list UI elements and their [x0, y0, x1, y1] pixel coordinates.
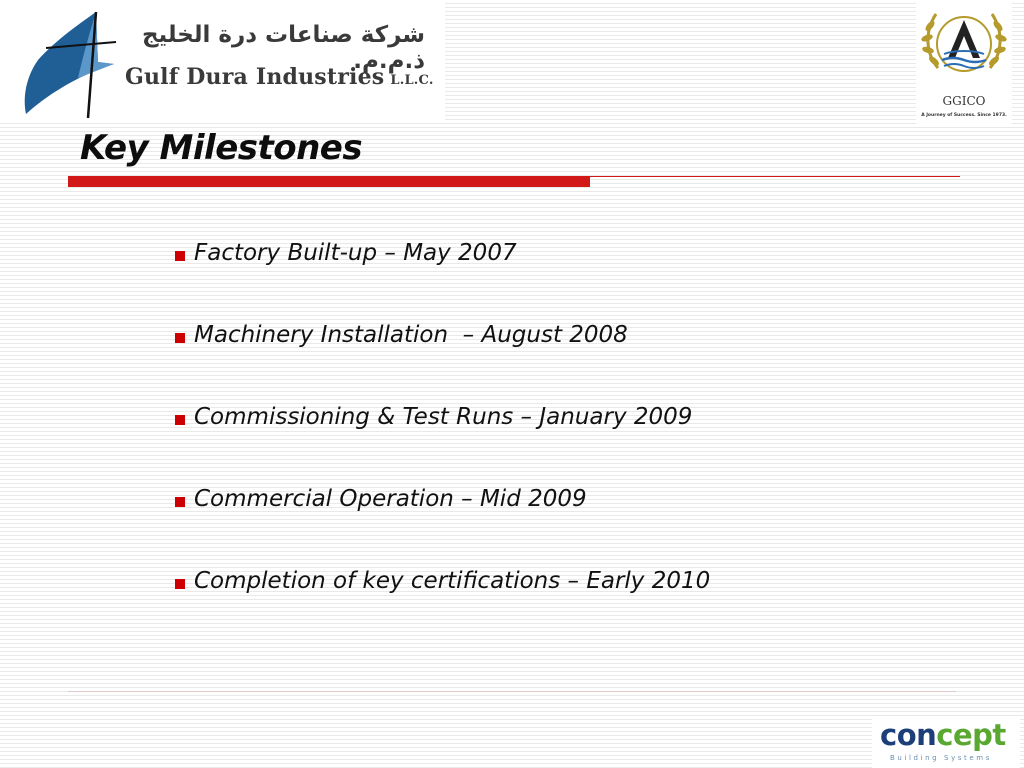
square-bullet-icon — [175, 415, 185, 425]
company-english-name — [125, 64, 434, 90]
milestone-item — [175, 240, 710, 322]
milestone-item — [175, 404, 710, 486]
footer-divider — [68, 691, 956, 692]
company-suffix: L.L.C. — [390, 73, 434, 88]
company-name-text: Gulf Dura Industries — [125, 64, 385, 90]
title-underline-bar — [68, 176, 590, 187]
gulf-dura-logo — [0, 0, 445, 122]
milestone-text: Commercial Operation – Mid 2009 — [194, 486, 587, 512]
concept-wordmark-part2: cept — [936, 718, 1006, 752]
company-arabic-name: شركة صناعات درة الخليج ذ.م.م. — [141, 22, 425, 74]
concept-wordmark — [880, 718, 1006, 752]
milestone-item — [175, 322, 710, 404]
milestone-item — [175, 568, 710, 650]
milestone-text: Factory Built-up – May 2007 — [194, 240, 517, 266]
ggico-laurel-emblem-icon — [918, 4, 1010, 92]
sail-logo-icon — [18, 8, 118, 120]
milestone-text: Machinery Installation – August 2008 — [194, 322, 628, 348]
square-bullet-icon — [175, 579, 185, 589]
milestone-list — [175, 240, 710, 650]
milestone-text: Completion of key certifications – Early 2010 — [194, 568, 711, 594]
milestone-text: Commissioning & Test Runs – January 2009 — [194, 404, 693, 430]
slide-title: Key Milestones — [80, 128, 363, 168]
milestone-item — [175, 486, 710, 568]
square-bullet-icon — [175, 333, 185, 343]
title-underline-rule — [590, 176, 960, 177]
concept-wordmark-part1: con — [880, 718, 937, 752]
square-bullet-icon — [175, 497, 185, 507]
square-bullet-icon — [175, 251, 185, 261]
ggico-tagline: A Journey of Success. Since 1973. — [921, 113, 1007, 118]
concept-logo — [872, 718, 1020, 768]
concept-subtitle: Building Systems — [890, 754, 992, 762]
ggico-logo — [916, 0, 1012, 126]
ggico-name: GGICO — [942, 94, 986, 108]
